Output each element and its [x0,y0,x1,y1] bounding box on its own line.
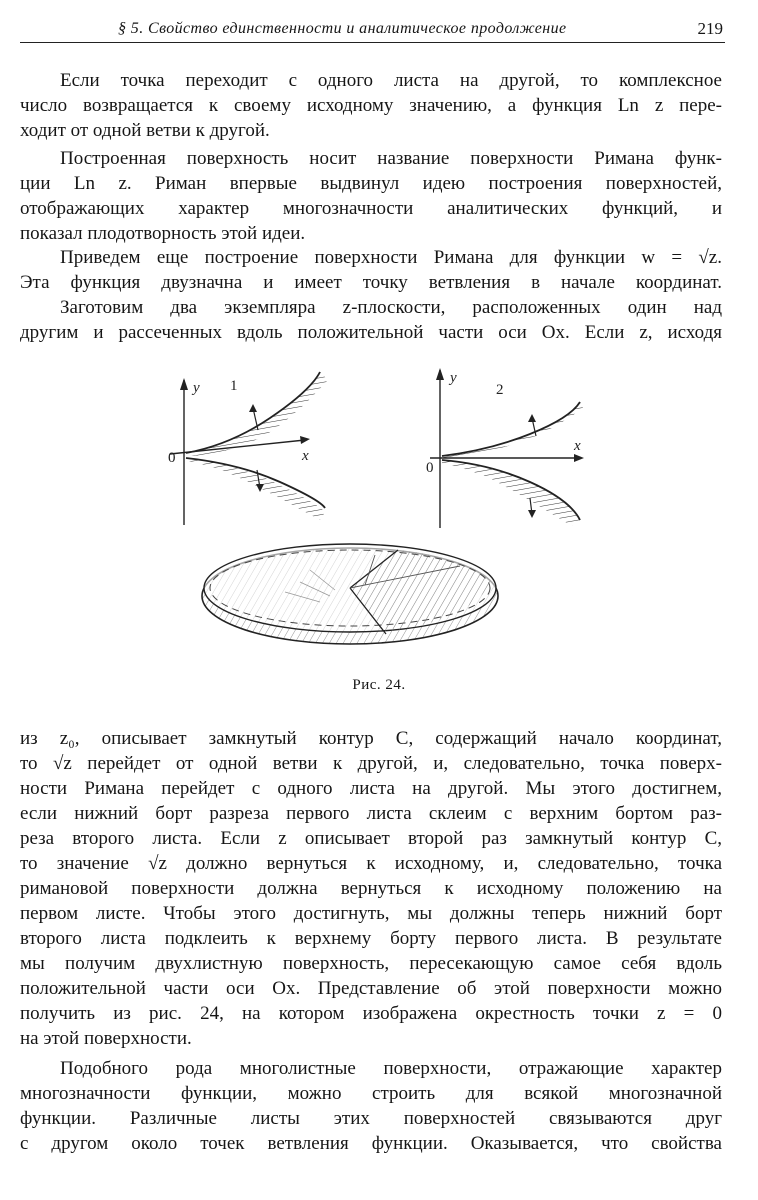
text-line: то √z перейдет от одной ветви к другой, и, следовательно, точка поверх- [20,753,722,774]
text-line: реза второго листа. Если z описывает второй раз замкнутый контур C, [20,828,722,849]
riemann-surface-figure [160,360,600,660]
text-line: римановой поверхности должна вернуться к исходному положению на [20,878,722,899]
sheet-1-origin-label: 0 [168,450,176,466]
paragraph-2 [20,146,722,246]
sheet-2-y-label: y [450,370,457,386]
sheet-2-number: 2 [496,382,504,398]
text-line: то значение √z должно вернуться к исходному, и, следовательно, точка [20,853,722,874]
sheet-1-diagram [168,372,328,525]
figure-caption: Рис. 24. [352,677,406,693]
text-line: ходит от одной ветви к другой. [20,120,270,141]
text-line: Приведем еще построение поверхности Римана для функции w = √z. [60,247,722,268]
text-line: положительной части оси Ox. Представление об этой поверхности можно [20,978,722,999]
text-line: другим и рассеченных вдоль положительной части оси Ox. Если z, исходя [20,322,722,343]
paragraph-5 [20,726,722,1051]
paragraph-4 [20,295,722,345]
sheet-2-origin-label: 0 [426,460,434,476]
sheet-1-number: 1 [230,378,238,394]
text-line: ции Ln z. Риман впервые выдвинул идею построения поверхностей, [20,173,722,194]
text-line: Эта функция двузначна и имеет точку ветвления в начале координат. [20,272,722,293]
text-line: мы получим двухлистную поверхность, пересекающую самое себя вдоль [20,953,722,974]
text-line: отображающих характер многозначности аналитических функций, и [20,198,722,219]
text-line: Построенная поверхность носит название поверхности Римана функ- [60,148,722,169]
text-line: показал плодотворность этой идеи. [20,223,306,244]
text-line: первом листе. Чтобы этого достигнуть, мы должны теперь нижний борт [20,903,722,924]
text-line: из z₀, описывает замкнутый контур C, содержащий начало координат, [20,728,722,749]
text-line: если нижний борт разреза первого листа склеим с верхним бортом раз- [20,803,722,824]
text-line: Подобного рода многолистные поверхности, отражающие характер [60,1058,722,1079]
sheet-1-x-label: x [302,448,309,464]
text-line: второго листа подклеить к верхнему борту первого листа. В результате [20,928,722,949]
sheet-2-diagram [426,368,584,528]
running-header [20,16,725,43]
text-line: с другом около точек ветвления функции. Оказывается, что свойства [20,1133,722,1154]
page-number: 219 [697,19,723,38]
text-line: число возвращается к своему исходному значению, а функция Ln z пере- [20,95,722,116]
riemann-disc [202,544,498,644]
text-line: получить из рис. 24, на котором изображена окрестность точки z = 0 [20,1003,722,1024]
text-line: на этой поверхности. [20,1028,192,1049]
paragraph-6 [20,1056,722,1156]
paragraph-3 [20,245,722,295]
sheet-2-x-label: x [574,438,581,454]
text-line: многозначности функции, можно строить для всякой многозначной [20,1083,722,1104]
text-line: функции. Различные листы этих поверхностей связываются друг [20,1108,722,1129]
section-title: § 5. Свойство единственности и аналитическое продолжение [118,20,567,37]
sheet-1-y-label: y [193,380,200,396]
paragraph-1 [20,68,722,143]
upper-cut-edge [442,402,580,456]
text-line: Заготовим два экземпляра z-плоскости, расположенных один над [60,297,722,318]
text-line: ности Римана перейдет с одного листа на другой. Мы этого достигнем, [20,778,722,799]
text-line: Если точка переходит с одного листа на другой, то комплексное [60,70,722,91]
